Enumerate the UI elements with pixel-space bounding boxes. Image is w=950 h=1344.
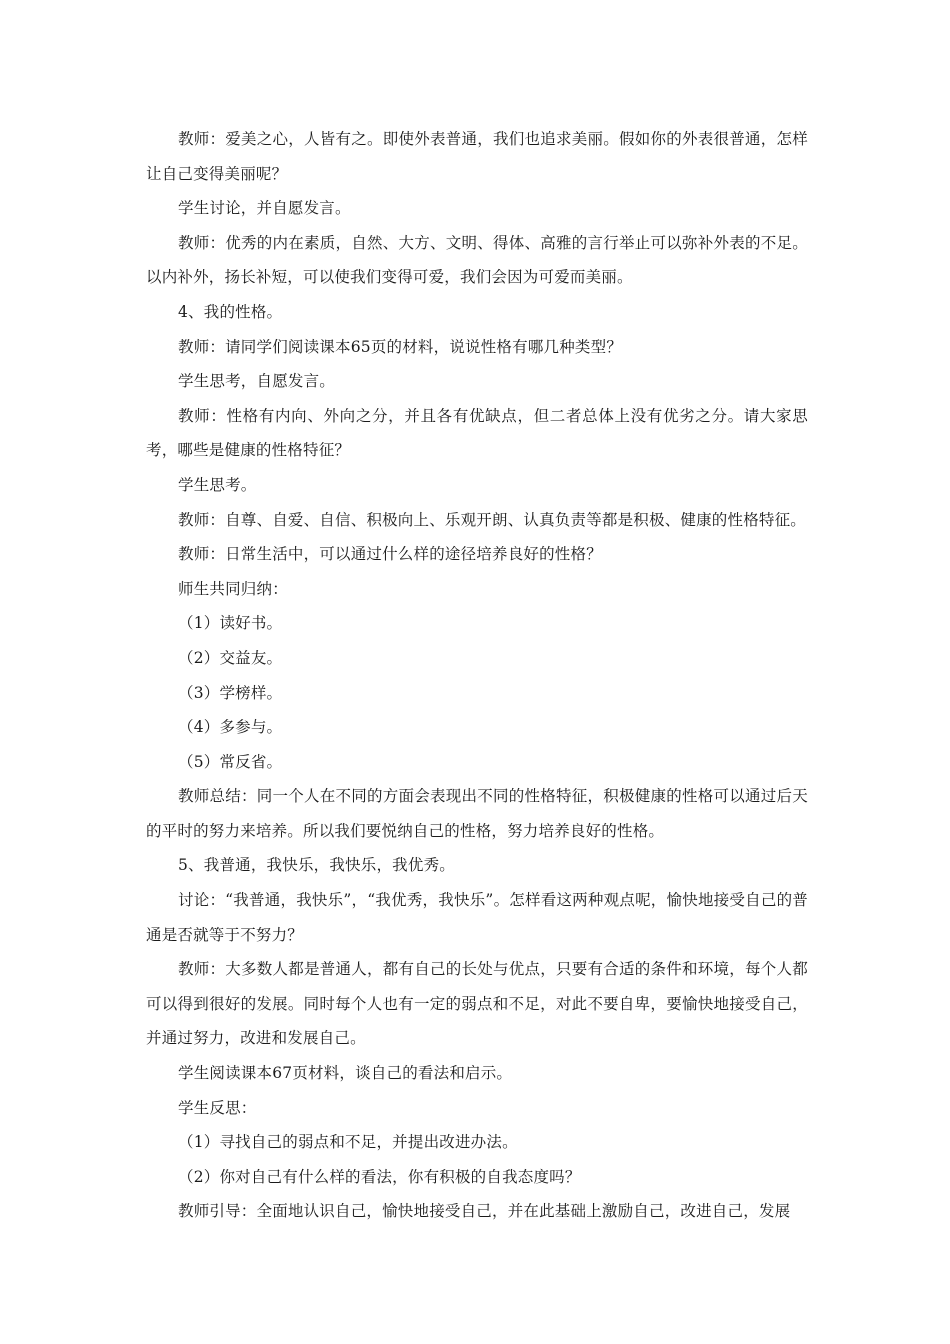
paragraph: 学生讨论，并自愿发言。	[178, 199, 351, 218]
section-heading: 5、我普通，我快乐，我快乐，我优秀。	[178, 856, 455, 875]
paragraph: 教师：大多数人都是普通人，都有自己的长处与优点，只要有合适的条件和环境，每个人都可以得到很好的发展。同时每个人也有一定的弱点和不足，对此不要自卑，要愉快地接受自己，并通过努力，改进和发展自己。	[146, 960, 808, 1048]
paragraph: 学生思考，自愿发言。	[178, 372, 336, 391]
paragraph: 教师：优秀的内在素质，自然、大方、文明、得体、高雅的言行举止可以弥补外表的不足。以内补外，扬长补短，可以使我们变得可爱，我们会因为可爱而美丽。	[146, 233, 808, 287]
section-heading: 4、我的性格。	[178, 302, 283, 321]
list-item: （3）学榜样。	[178, 683, 283, 702]
list-item: （5）常反省。	[178, 752, 283, 771]
paragraph: 教师：请同学们阅读课本65页的材料，说说性格有哪几种类型？	[178, 337, 623, 356]
document-body	[146, 122, 808, 1229]
paragraph: 学生阅读课本67页材料，谈自己的看法和启示。	[178, 1064, 513, 1083]
paragraph: 教师：爱美之心，人皆有之。即使外表普通，我们也追求美丽。假如你的外表很普通，怎样让自己变得美丽呢？	[146, 130, 808, 183]
list-item: （4）多参与。	[178, 718, 283, 737]
paragraph: 教师总结：同一个人在不同的方面会表现出不同的性格特征，积极健康的性格可以通过后天的平时的努力来培养。所以我们要悦纳自己的性格，努力培养良好的性格。	[146, 787, 808, 840]
list-item: （1）寻找自己的弱点和不足，并提出改进办法。	[178, 1133, 518, 1152]
paragraph: 学生反思：	[178, 1098, 257, 1117]
list-item: （1）读好书。	[178, 614, 283, 633]
list-item: （2）交益友。	[178, 648, 283, 667]
paragraph: 学生思考。	[178, 475, 257, 494]
paragraph: 教师：性格有内向、外向之分，并且各有优缺点，但二者总体上没有优劣之分。请大家思考，哪些是健康的性格特征？	[146, 406, 808, 460]
list-item: （2）你对自己有什么样的看法，你有积极的自我态度吗？	[178, 1167, 581, 1186]
paragraph: 讨论：“我普通，我快乐”，“我优秀，我快乐”。怎样看这两种观点呢，愉快地接受自己的普通是否就等于不努力？	[146, 891, 808, 944]
paragraph: 教师：日常生活中，可以通过什么样的途径培养良好的性格？	[178, 545, 602, 564]
paragraph: 教师：自尊、自爱、自信、积极向上、乐观开朗、认真负责等都是积极、健康的性格特征。	[178, 510, 807, 529]
paragraph: 师生共同归纳：	[178, 579, 288, 598]
paragraph: 教师引导：全面地认识自己，愉快地接受自己，并在此基础上激励自己，改进自己，发展	[178, 1202, 791, 1221]
